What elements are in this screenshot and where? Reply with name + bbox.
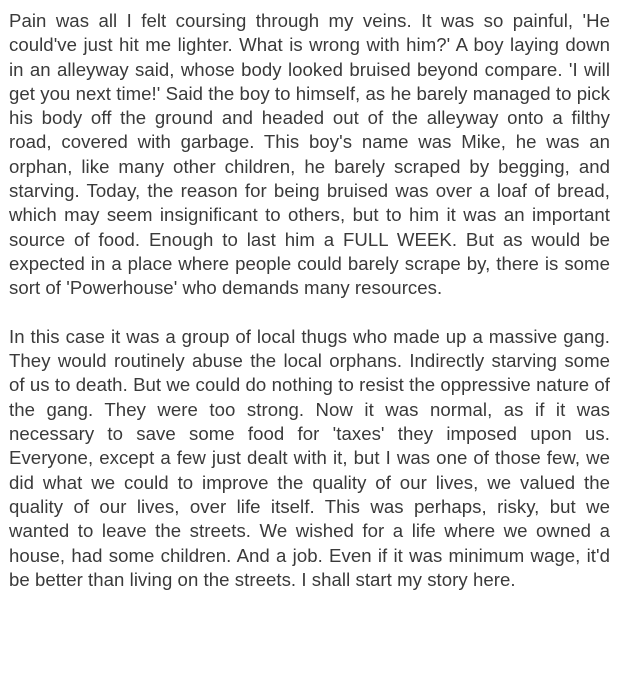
story-paragraph-1: Pain was all I felt coursing through my veins. It was so painful, 'He could've just hit me lighter. What is wrong with him?' A boy laying down in an alleyway said, whose body looked bruised beyond compare. 'I will get you next time!' Said the boy to himself, as he barely managed to pick his body off the ground and headed out of the alleyway onto a filthy road, covered with garbage. This boy's name was Mike, he was an orphan, like many other children, he barely scraped by begging, and starving. Today, the reason for being bruised was over a loaf of bread, which may seem insignificant to others, but to him it was an important source of food. Enough to last him a FULL WEEK. But as would be expected in a place where people could barely scrape by, there is some sort of 'Powerhouse' who demands many resources. [9,10,610,299]
story-text [9,9,610,592]
story-paragraph-2: In this case it was a group of local thugs who made up a massive gang. They would routinely abuse the local orphans. Indirectly starving some of us to death. But we could do nothing to resist the oppressive nature of the gang. They were too strong. Now it was normal, as if it was necessary to save some food for 'taxes' they imposed upon us. Everyone, except a few just dealt with it, but I was one of those few, we did what we could to improve the quality of our lives, we valued the quality of our lives, over life itself. This was perhaps, risky, but we wanted to leave the streets. We wished for a life where we owned a house, had some children. And a job. Even if it was minimum wage, it'd be better than living on the streets. I shall start my story here. [9,325,610,590]
